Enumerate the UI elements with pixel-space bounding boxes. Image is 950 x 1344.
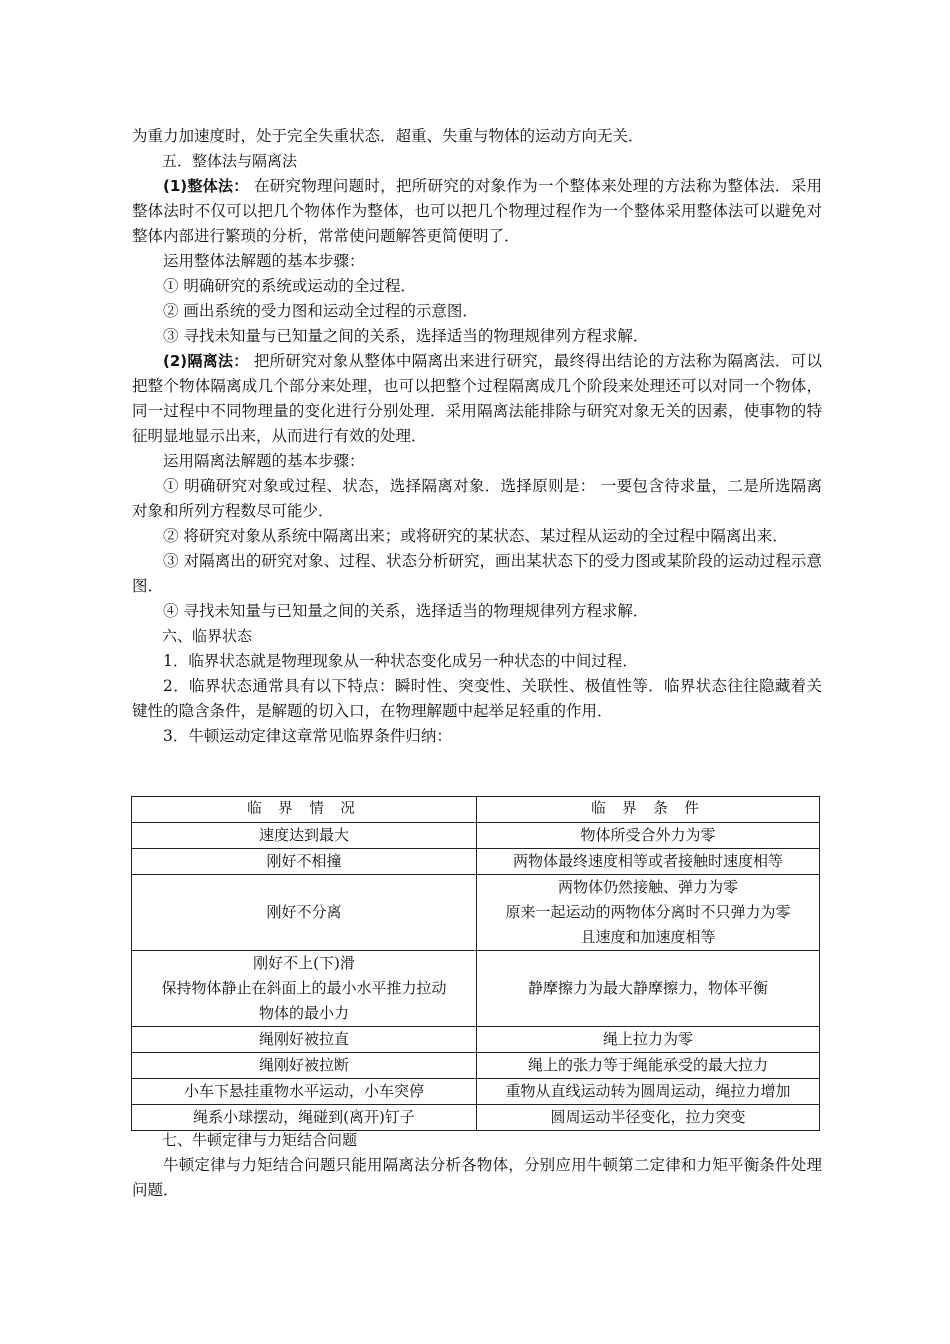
isolate-steps-title: 运用隔离法解题的基本步骤： [163, 452, 365, 470]
cell-condition [477, 1027, 820, 1053]
section7-title: 七、牛顿定律与力矩结合问题 [162, 1131, 358, 1149]
critical-item-3: 3．牛顿运动定律这章常见临界条件归纳： [163, 727, 452, 745]
cell-line: 原来一起运动的两物体分离时不只弹力为零 [505, 903, 791, 921]
cell-situation [132, 951, 477, 1027]
cell-line: 速度达到最大 [258, 826, 349, 844]
table-row [132, 823, 820, 849]
cell-situation [132, 1053, 477, 1079]
header-situation: 临 界 情 况 [132, 797, 477, 823]
header-condition: 临 界 条 件 [477, 797, 820, 823]
whole-method-label: (1)整体法： [163, 177, 249, 195]
cell-condition [477, 823, 820, 849]
cell-situation [132, 1027, 477, 1053]
cell-line: 两物体仍然接触、弹力为零 [557, 878, 738, 896]
isolate-method-label: (2)隔离法： [163, 352, 249, 370]
isolate-step-3: ③ 对隔离出的研究对象、过程、状态分析研究，画出某状态下的受力图或某阶段的运动过程示意图． [132, 552, 822, 595]
cell-situation [132, 849, 477, 875]
whole-step-2: ② 画出系统的受力图和运动全过程的示意图． [163, 302, 478, 320]
cell-condition [477, 1053, 820, 1079]
cell-line: 绳系小球摆动，绳碰到(离开)钉子 [193, 1108, 415, 1126]
table-row [132, 1079, 820, 1105]
intro-line: 为重力加速度时，处于完全失重状态．超重、失重与物体的运动方向无关． [132, 127, 644, 145]
table-row [132, 849, 820, 875]
cell-line: 绳刚好被拉直 [258, 1030, 349, 1048]
cell-line: 物体所受合外力为零 [580, 826, 716, 844]
whole-step-3: ③ 寻找未知量与已知量之间的关系，选择适当的物理规律列方程求解． [163, 327, 649, 345]
cell-line: 重物从直线运动转为圆周运动，绳拉力增加 [505, 1082, 791, 1100]
section7-block [132, 1128, 822, 1203]
critical-item-1: 1．临界状态就是物理现象从一种状态变化成另一种状态的中间过程． [163, 652, 638, 670]
main-text [132, 124, 822, 749]
cell-line: 且速度和加速度相等 [580, 928, 716, 946]
cell-line: 绳上的张力等于绳能承受的最大拉力 [527, 1056, 768, 1074]
cell-line: 刚好不分离 [266, 903, 342, 921]
isolate-method-text: 把所研究对象从整体中隔离出来进行研究，最终得出结论的方法称为隔离法．可以把整个物体隔离成几个部分来处理，也可以把整个过程隔离成几个阶段来处理还可以对同一个物体，同一过程中不同物理量的变化进行分别处理．采用隔离法能排除与研究对象无关的因素，使事物的特征明显地显示出来，从而进行有效的处理． [132, 352, 822, 445]
cell-situation [132, 875, 477, 951]
whole-method-text: 在研究物理问题时，把所研究的对象作为一个整体来处理的方法称为整体法．采用整体法时不仅可以把几个物体作为整体，也可以把几个物理过程作为一个整体采用整体法可以避免对整体内部进行繁琐的分析，常常使问题解答更简便明了． [132, 177, 822, 245]
cell-line: 圆周运动半径变化，拉力突变 [550, 1108, 746, 1126]
section5-title: 五．整体法与隔离法 [162, 152, 298, 170]
table-header-row [132, 797, 820, 823]
cell-line: 绳刚好被拉断 [258, 1056, 349, 1074]
isolate-step-4: ④ 寻找未知量与已知量之间的关系，选择适当的物理规律列方程求解． [163, 602, 649, 620]
isolate-step-2: ② 将研究对象从系统中隔离出来；或将研究的某状态、某过程从运动的全过程中隔离出来． [163, 527, 788, 545]
cell-condition [477, 875, 820, 951]
table-body [132, 823, 820, 1131]
table-row [132, 951, 820, 1027]
table-row [132, 875, 820, 951]
critical-item-2: 2．临界状态通常具有以下特点：瞬时性、突变性、关联性、极值性等．临界状态往往隐藏着关键性的隐含条件，是解题的切入口，在物理解题中起举足轻重的作用． [132, 677, 822, 720]
whole-steps-title: 运用整体法解题的基本步骤： [163, 252, 365, 270]
table-row [132, 1027, 820, 1053]
section6-title: 六、临界状态 [162, 627, 253, 645]
cell-condition [477, 951, 820, 1027]
cell-line: 物体的最小力 [258, 1004, 349, 1022]
cell-line: 保持物体静止在斜面上的最小水平推力拉动 [161, 979, 447, 997]
cell-condition [477, 1105, 820, 1131]
cell-line: 刚好不相撞 [266, 852, 342, 870]
cell-condition [477, 1079, 820, 1105]
critical-conditions-table [131, 796, 820, 1131]
table-row [132, 1053, 820, 1079]
whole-method-paragraph [132, 174, 822, 249]
cell-line: 小车下悬挂重物水平运动，小车突停 [183, 1082, 424, 1100]
isolate-method-paragraph [132, 349, 822, 449]
cell-line: 两物体最终速度相等或者接触时速度相等 [512, 852, 783, 870]
section7-text: 牛顿定律与力矩结合问题只能用隔离法分析各物体，分别应用牛顿第二定律和力矩平衡条件处理问题． [132, 1156, 822, 1199]
cell-line: 静摩擦力为最大静摩擦力，物体平衡 [527, 979, 768, 997]
cell-line: 绳上拉力为零 [602, 1030, 693, 1048]
table-row [132, 1105, 820, 1131]
isolate-step-1: ① 明确研究对象或过程、状态，选择隔离对象．选择原则是： 一要包含待求量，二是所选隔离对象和所列方程数尽可能少． [132, 477, 822, 520]
cell-situation [132, 823, 477, 849]
cell-situation [132, 1105, 477, 1131]
cell-line: 刚好不上(下)滑 [253, 954, 355, 972]
whole-step-1: ① 明确研究的系统或运动的全过程． [163, 277, 416, 295]
cell-condition [477, 849, 820, 875]
cell-situation [132, 1079, 477, 1105]
